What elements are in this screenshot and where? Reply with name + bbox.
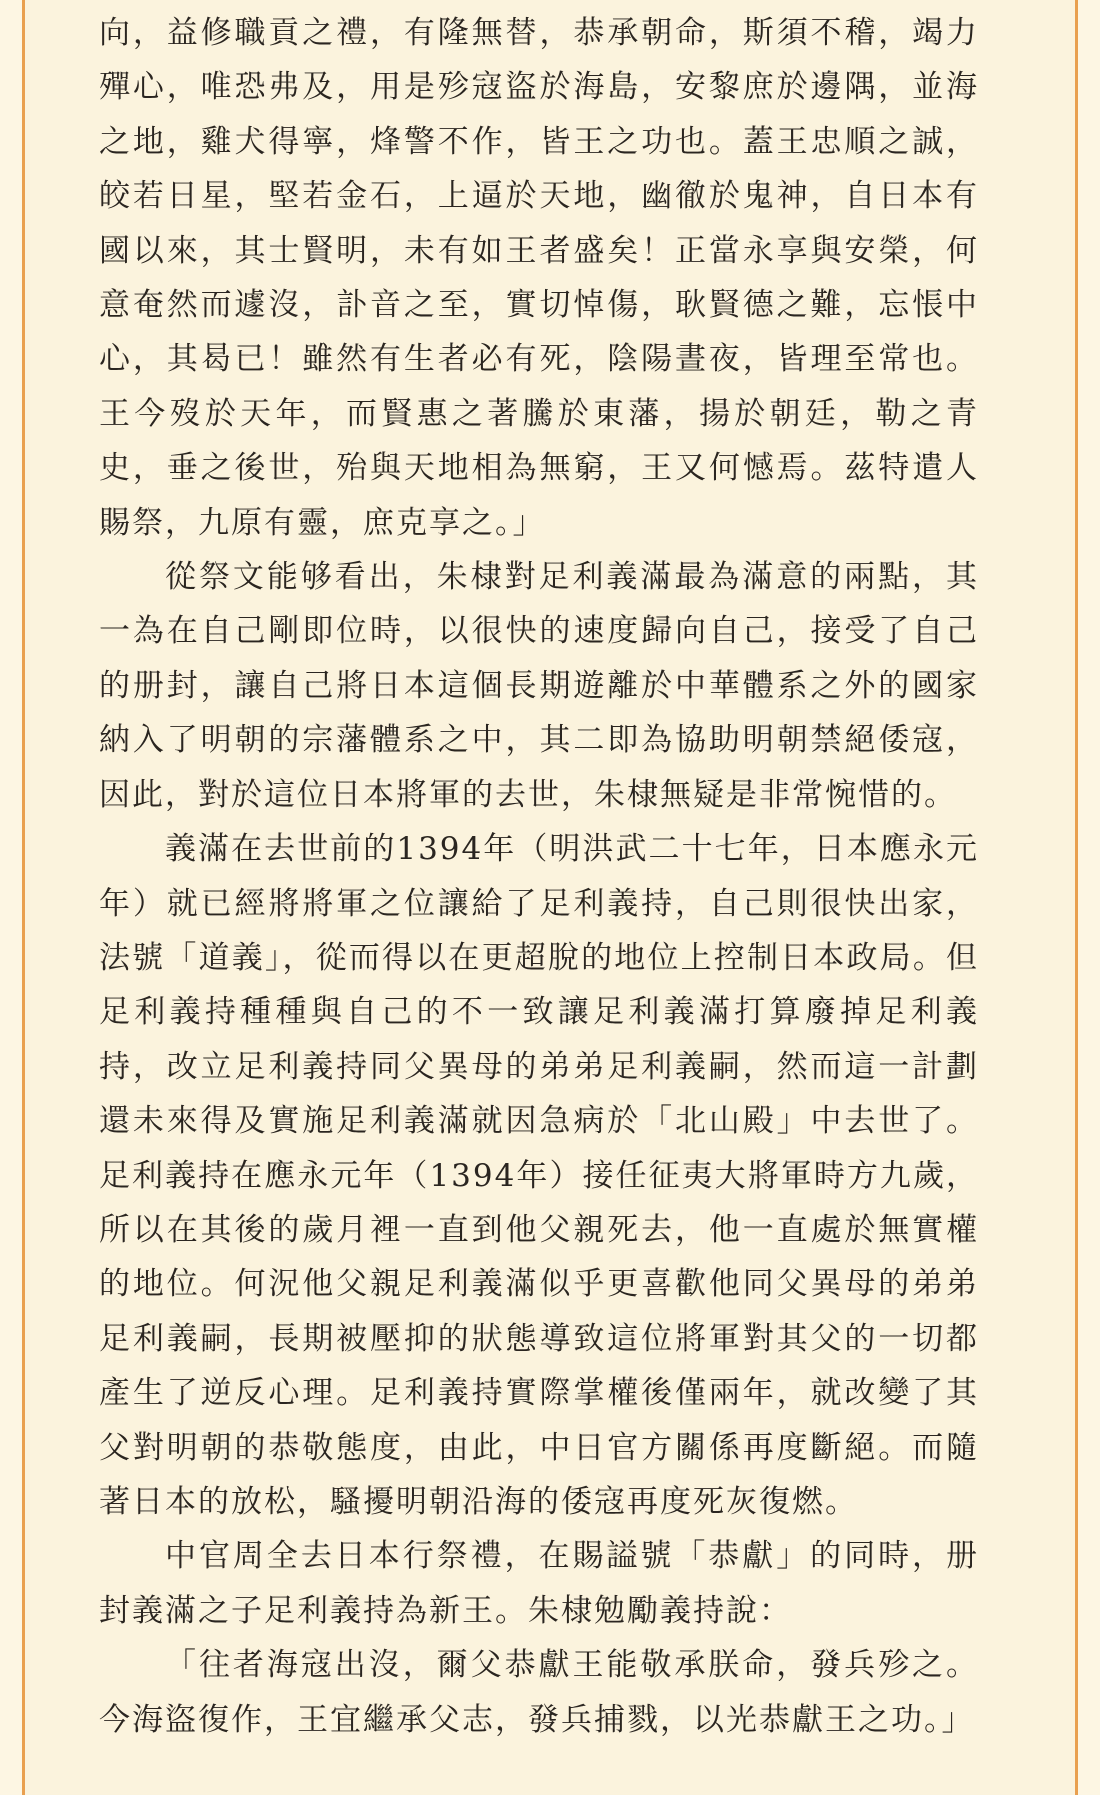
quote-paragraph: 「往者海寇出沒，爾父恭獻王能敬承朕命，發兵殄之。今海盜復作，王宜繼承父志，發兵捕戮，以光恭獻王之功。」 (99, 1647, 979, 1738)
article-text (99, 6, 979, 1747)
paragraph: 義滿在去世前的1394年（明洪武二十七年，日本應永元年）就已經將將軍之位讓給了足利義持，自己則很快出家，法號「道義」，從而得以在更超脫的地位上控制日本政局。但足利義持種種與自己的不一致讓足利義滿打算廢掉足利義持，改立足利義持同父異母的弟弟足利義嗣，然而這一計劃還未來得及實施足利義滿就因急病於「北山殿」中去世了。足利義持在應永元年（1394年）接任征夷大將軍時方九歲，所以在其後的歲月裡一直到他父親死去，他一直處於無實權的地位。何況他父親足利義滿似乎更喜歡他同父異母的弟弟足利義嗣，長期被壓抑的狀態導致這位將軍對其父的一切都產生了逆反心理。足利義持實際掌權後僅兩年，就改變了其父對明朝的恭敬態度，由此，中日官方關係再度斷絕。而隨著日本的放松，騷擾明朝沿海的倭寇再度死灰復燃。 (99, 831, 979, 1520)
right-border (1075, 0, 1078, 1795)
paragraph: 中官周全去日本行祭禮，在賜謚號「恭獻」的同時，册封義滿之子足利義持為新王。朱棣勉勵義持說： (99, 1538, 979, 1629)
paragraph: 向，益修職貢之禮，有隆無替，恭承朝命，斯須不稽，竭力殫心，唯恐弗及，用是殄寇盜於海島，安黎庶於邊隅，並海之地，雞犬得寧，烽警不作，皆王之功也。蓋王忠順之誠，皎若日星，堅若金石，上逼於天地，幽徹於鬼神，自日本有國以來，其士賢明，未有如王者盛矣！正當永享與安榮，何意奄然而遽沒，訃音之至，實切悼傷，耿賢德之難，忘悵中心，其曷已！雖然有生者必有死，陰陽晝夜，皆理至常也。王今歿於天年，而賢惠之著騰於東藩，揚於朝廷，勒之青史，垂之後世，殆與天地相為無窮，王又何憾焉。茲特遣人賜祭，九原有靈，庶克享之。」 (99, 15, 979, 541)
paragraph: 從祭文能够看出，朱棣對足利義滿最為滿意的兩點，其一為在自己剛即位時，以很快的速度歸向自己，接受了自己的册封，讓自己將日本這個長期遊離於中華體系之外的國家納入了明朝的宗藩體系之中，其二即為協助明朝禁絕倭寇，因此，對於這位日本將軍的去世，朱棣無疑是非常惋惜的。 (99, 559, 979, 813)
